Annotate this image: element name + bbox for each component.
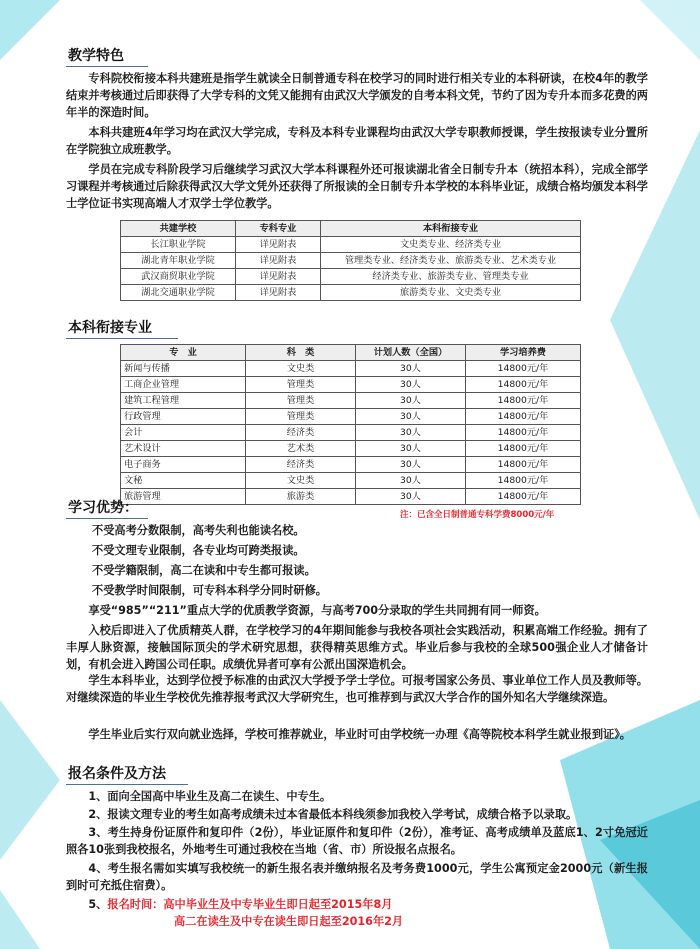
advantage-item: 不受学籍限制，高二在读和中专生都可报读。 xyxy=(92,564,316,577)
table-cell: 详见附表 xyxy=(236,269,321,285)
table-cell: 艺术设计 xyxy=(121,441,246,457)
table-cell: 旅游类 xyxy=(246,489,356,505)
table-header-cell: 计划人数（全国） xyxy=(356,345,466,361)
enroll-time-line-1: 高中毕业生及中专毕业生即日起至2015年8月 xyxy=(163,898,393,911)
table-cell: 30人 xyxy=(356,441,466,457)
table-header-cell: 学习培养费 xyxy=(466,345,581,361)
table-row xyxy=(121,489,581,505)
features-paragraph-3: 学员在完成专科阶段学习后继续学习武汉大学本科课程外还可报读湖北省全日制专升本（统招本科），完成全部学习课程并考核通过后除获得武汉大学文凭外还获得了所报读的全日制专升本学校的本科毕业证，成绩合格均颁发本科学士学位证书实现高端人才双学士学位教学。 xyxy=(66,163,648,210)
enroll-item-2: 2、报读文理专业的考生如高考成绩未过本省最低本科线须参加我校入学考试，成绩合格予以录取。 xyxy=(88,808,578,821)
section-title-enroll: 报名条件及方法 xyxy=(66,764,188,785)
table-cell: 文秘 xyxy=(121,473,246,489)
table-cell: 经济类专业、旅游类专业、管理类专业 xyxy=(321,269,581,285)
table-row xyxy=(121,285,581,301)
table-cell: 会计 xyxy=(121,425,246,441)
table-cell: 管理类专业、经济类专业、旅游类专业、艺术类专业 xyxy=(321,253,581,269)
table-header-row xyxy=(121,345,581,361)
table-cell: 30人 xyxy=(356,393,466,409)
table-header-cell: 共建学校 xyxy=(121,221,236,237)
table-cell: 14800元/年 xyxy=(466,425,581,441)
table-cell: 行政管理 xyxy=(121,409,246,425)
features-paragraph-1: 专科院校衔接本科共建班是指学生就读全日制普通专科在校学习的同时进行相关专业的本科研读，在校4年的教学结束并考核通过后即获得了大学专科的文凭又能拥有由武汉大学颁发的自考本科文凭，节约了因为专升本而多花费的两年半的深造时间。 xyxy=(66,72,648,119)
enroll-item-5-prefix: 5、 xyxy=(88,898,108,911)
table-header-row xyxy=(121,221,581,237)
table-row xyxy=(121,409,581,425)
enroll-item-4: 4、考生报名需如实填写我校统一的新生报名表并缴纳报名及考务费1000元，学生公寓预定金2000元（新生报到时可充抵住宿费）。 xyxy=(66,862,648,892)
table-cell: 14800元/年 xyxy=(466,361,581,377)
table-cell: 文史类专业、经济类专业 xyxy=(321,237,581,253)
table-cell: 文史类 xyxy=(246,473,356,489)
table-row xyxy=(121,361,581,377)
table-cell: 经济类 xyxy=(246,457,356,473)
advantages-paragraph-3: 学生本科毕业，达到学位授予标准的由武汉大学授予学士学位。可报考国家公务员、事业单位工作人员及教师等。对继续深造的毕业生学校优先推荐报考武汉大学研究生，也可推荐到与武汉大学合作的国外知名大学继续深造。 xyxy=(66,674,648,704)
table-row xyxy=(121,393,581,409)
table-row xyxy=(121,237,581,253)
table-cell: 文史类 xyxy=(246,361,356,377)
table-cell: 工商企业管理 xyxy=(121,377,246,393)
enroll-item-5 xyxy=(66,896,648,913)
table-cell: 30人 xyxy=(356,377,466,393)
table-cell: 14800元/年 xyxy=(466,409,581,425)
table-cell: 新闻与传播 xyxy=(121,361,246,377)
table-row xyxy=(121,253,581,269)
partner-schools-table xyxy=(120,220,581,301)
section-title-advantages: 学习优势： xyxy=(66,498,148,519)
advantage-item: 不受文理专业限制，各专业均可跨类报读。 xyxy=(92,544,305,557)
table-row xyxy=(121,377,581,393)
table-row xyxy=(121,269,581,285)
table-cell: 电子商务 xyxy=(121,457,246,473)
enroll-time-label: 报名时间： xyxy=(107,898,164,911)
table-cell: 湖北交通职业学院 xyxy=(121,285,236,301)
section-title-features: 教学特色 xyxy=(66,46,148,67)
section-title-majors: 本科衔接专业 xyxy=(66,318,178,339)
advantages-paragraph-2: 入校后即进入了优质精英人群，在学校学习的4年期间能参与我校各项社会实践活动，积累高端工作经验。拥有了丰厚人脉资源，接触国际顶尖的学术研究思想，获得精英思维方式。毕业后参与我校的全球500强企业人才储备计划，有机会进入跨国公司任职。成绩优异者可享有公派出国深造机会。 xyxy=(66,624,648,671)
table-cell: 14800元/年 xyxy=(466,473,581,489)
table-cell: 建筑工程管理 xyxy=(121,393,246,409)
table-cell: 旅游管理 xyxy=(121,489,246,505)
table-row xyxy=(121,457,581,473)
table-cell: 管理类 xyxy=(246,409,356,425)
advantages-paragraph-1: 享受“985”“211”重点大学的优质教学资源，与高考700分录取的学生共同拥有同一师资。 xyxy=(88,604,546,617)
table-cell: 30人 xyxy=(356,489,466,505)
advantage-item: 不受教学时间限制，可专科本科学分同时研修。 xyxy=(92,584,327,597)
table-cell: 长江职业学院 xyxy=(121,237,236,253)
table-cell: 武汉商贸职业学院 xyxy=(121,269,236,285)
table-cell: 14800元/年 xyxy=(466,441,581,457)
table-cell: 30人 xyxy=(356,457,466,473)
table-cell: 30人 xyxy=(356,361,466,377)
table-header-cell: 专 业 xyxy=(121,345,246,361)
advantages-paragraph-4: 学生毕业后实行双向就业选择，学校可推荐就业，毕业时可由学校统一办理《高等院校本科学生就业报到证》。 xyxy=(88,728,631,741)
table-cell: 详见附表 xyxy=(236,253,321,269)
table-cell: 14800元/年 xyxy=(466,457,581,473)
table-cell: 14800元/年 xyxy=(466,377,581,393)
enroll-item-1: 1、面向全国高中毕业生及高二在读生、中专生。 xyxy=(88,790,332,803)
table-cell: 湖北青年职业学院 xyxy=(121,253,236,269)
table-row xyxy=(121,473,581,489)
table-row xyxy=(121,441,581,457)
enroll-time-line-2: 高二在读生及中专在读生即日起至2016年2月 xyxy=(174,915,404,928)
table-cell: 管理类 xyxy=(246,377,356,393)
majors-table xyxy=(120,344,581,505)
table-cell: 14800元/年 xyxy=(466,489,581,505)
table-cell: 30人 xyxy=(356,473,466,489)
table-cell: 详见附表 xyxy=(236,285,321,301)
table-cell: 旅游类专业、文史类专业 xyxy=(321,285,581,301)
table-row xyxy=(121,425,581,441)
features-paragraph-2: 本科共建班4年学习均在武汉大学完成，专科及本科专业课程均由武汉大学专职教师授课，学生按报读专业分置所在学院独立成班教学。 xyxy=(66,126,648,156)
table-cell: 30人 xyxy=(356,425,466,441)
enroll-item-3: 3、考生持身份证原件和复印件（2份），毕业证原件和复印件（2份），准考证、高考成绩单及蓝底1、2寸免冠近照各10张到我校报名，外地考生可通过我校在当地（省、市）所设报名点报名。 xyxy=(66,826,648,856)
table-header-cell: 科 类 xyxy=(246,345,356,361)
table-cell: 详见附表 xyxy=(236,237,321,253)
fee-note: 注：已含全日制普通专科学费8000元/年 xyxy=(400,510,555,520)
table-cell: 艺术类 xyxy=(246,441,356,457)
table-cell: 经济类 xyxy=(246,425,356,441)
table-cell: 30人 xyxy=(356,409,466,425)
table-cell: 14800元/年 xyxy=(466,393,581,409)
advantage-item: 不受高考分数限制，高考失利也能读名校。 xyxy=(92,524,305,537)
table-header-cell: 专科专业 xyxy=(236,221,321,237)
table-header-cell: 本科衔接专业 xyxy=(321,221,581,237)
table-cell: 管理类 xyxy=(246,393,356,409)
